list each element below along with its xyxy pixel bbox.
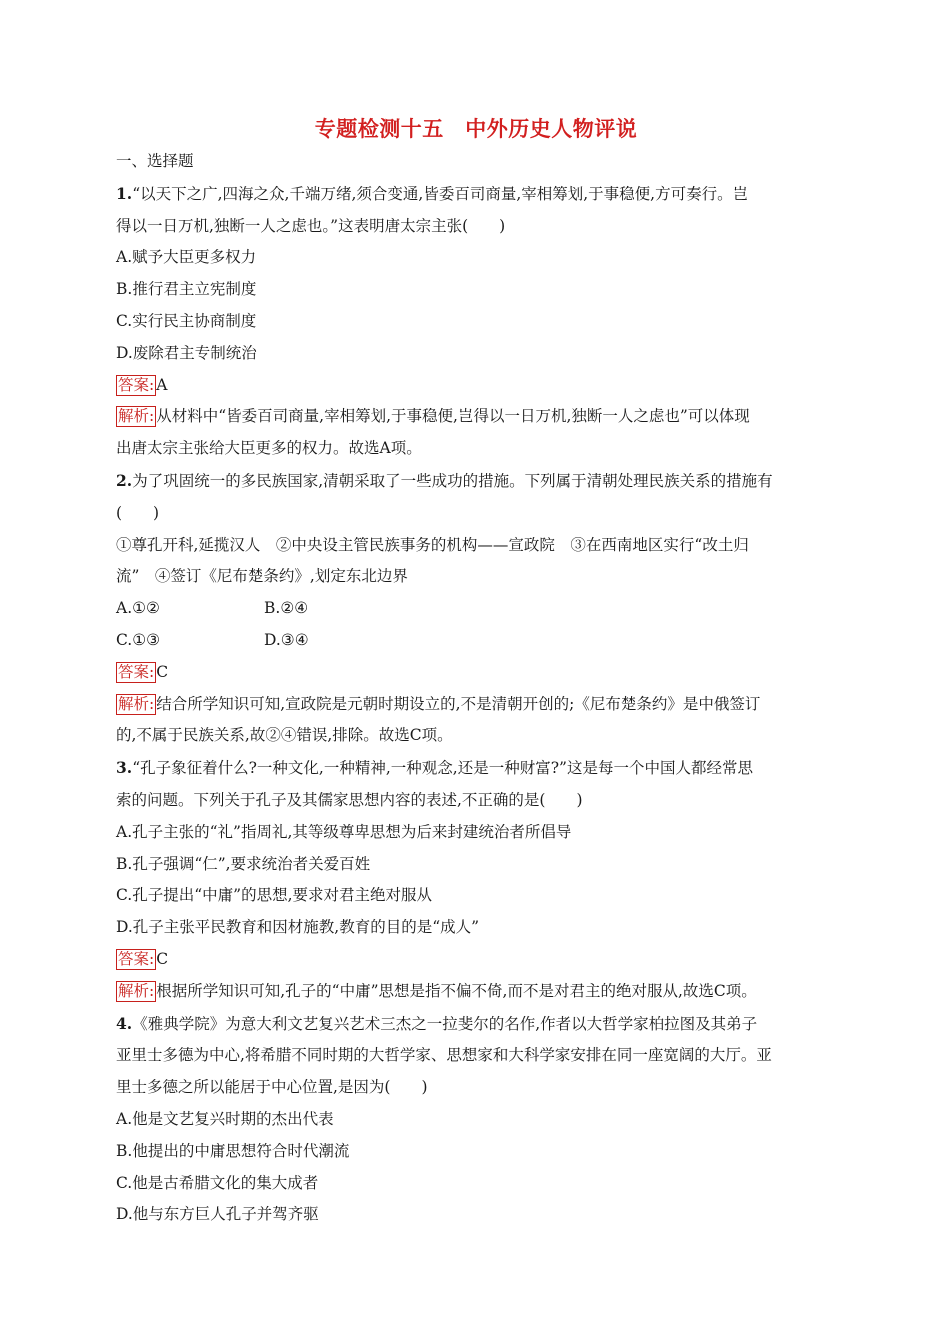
statement-list-line: ①尊孔开科,延揽汉人 ②中央设主管民族事务的机构——宣政院 ③在西南地区实行“改土归 — [116, 535, 749, 554]
option-a: A.他是文艺复兴时期的杰出代表 — [116, 1109, 334, 1128]
question-stem-line: 里士多德之所以能居于中心位置,是因为( ) — [116, 1078, 428, 1097]
option-d: D.废除君主专制统治 — [116, 343, 257, 362]
analysis-tag: 解析: — [118, 981, 155, 1000]
option-a: A.孔子主张的“礼”指周礼,其等级尊卑思想为后来封建统治者所倡导 — [116, 822, 572, 841]
question-3 — [116, 752, 832, 1007]
question-number: 1. — [116, 183, 133, 203]
question-stem-line: 得以一日万机,独断一人之虑也。”这表明唐太宗主张( ) — [116, 216, 506, 235]
options-row — [116, 593, 832, 625]
answer-tag: 答案: — [118, 375, 155, 394]
question-stem-line: 为了巩固统一的多民族国家,清朝采取了一些成功的措施。下列属于清朝处理民族关系的措施有 — [132, 471, 773, 490]
analysis-line — [116, 976, 832, 1008]
question-stem-line: 索的问题。下列关于孔子及其儒家思想内容的表述,不正确的是( ) — [116, 790, 583, 809]
option-c: C.他是古希腊文化的集大成者 — [116, 1173, 319, 1192]
question-stem-line: 《雅典学院》为意大利文艺复兴艺术三杰之一拉斐尔的名作,作者以大哲学家柏拉图及其弟子 — [132, 1014, 758, 1033]
answer-line — [116, 657, 832, 689]
answer-tag: 答案: — [118, 662, 155, 681]
analysis-tag: 解析: — [118, 407, 155, 426]
page-title: 专题检测十五 中外历史人物评说 — [314, 117, 638, 141]
question-stem-line: “以天下之广,四海之众,千端万绪,须合变通,皆委百司商量,宰相筹划,于事稳便,方可奏行。岂 — [132, 184, 749, 203]
section-heading: 一、选择题 — [116, 152, 194, 170]
question-4 — [116, 1008, 832, 1232]
question-number: 2. — [116, 470, 133, 490]
option-d: D.③④ — [264, 630, 309, 649]
option-b: B.推行君主立宪制度 — [116, 280, 257, 299]
answer-line — [116, 944, 832, 976]
question-stem-line: “孔子象征着什么?一种文化,一种精神,一种观念,还是一种财富?”这是每一个中国人都经常思 — [132, 759, 753, 778]
analysis-text: 从材料中“皆委百司商量,宰相筹划,于事稳便,岂得以一日万机,独断一人之虑也”可以体现 — [156, 407, 750, 426]
option-a: A.赋予大臣更多权力 — [116, 248, 257, 267]
answer-value: C — [156, 949, 169, 968]
answer-tag: 答案: — [118, 949, 155, 968]
question-1 — [116, 178, 832, 465]
option-c: C.实行民主协商制度 — [116, 311, 257, 330]
question-stem-line: 亚里士多德为中心,将希腊不同时期的大哲学家、思想家和大科学家安排在同一座宽阔的大厅。亚 — [116, 1046, 772, 1065]
exam-page — [116, 112, 832, 1231]
analysis-tag: 解析: — [118, 694, 155, 713]
analysis-text: 结合所学知识可知,宣政院是元朝时期设立的,不是清朝开创的;《尼布楚条约》是中俄签订 — [156, 694, 761, 713]
answer-value: C — [156, 662, 169, 681]
option-b: B.他提出的中庸思想符合时代潮流 — [116, 1141, 350, 1160]
option-a: A.①② — [116, 599, 160, 618]
option-d: D.孔子主张平民教育和因材施教,教育的目的是“成人” — [116, 918, 480, 937]
analysis-text: 的,不属于民族关系,故②④错误,排除。故选C项。 — [116, 726, 453, 745]
analysis-line — [116, 689, 832, 721]
statement-list-line: 流” ④签订《尼布楚条约》,划定东北边界 — [116, 567, 408, 586]
analysis-text: 根据所学知识可知,孔子的“中庸”思想是指不偏不倚,而不是对君主的绝对服从,故选C项。 — [156, 981, 757, 1000]
option-d: D.他与东方巨人孔子并驾齐驱 — [116, 1205, 319, 1224]
analysis-text: 出唐太宗主张给大臣更多的权力。故选A项。 — [116, 439, 422, 458]
question-stem-line: ( ) — [116, 503, 160, 522]
options-row — [116, 625, 832, 657]
answer-value: A — [156, 375, 168, 394]
question-2 — [116, 465, 832, 752]
answer-line — [116, 370, 832, 402]
option-b: B.孔子强调“仁”,要求统治者关爱百姓 — [116, 854, 371, 873]
analysis-line — [116, 401, 832, 433]
option-b: B.②④ — [264, 599, 309, 618]
option-c: C.孔子提出“中庸”的思想,要求对君主绝对服从 — [116, 886, 433, 905]
option-c: C.①③ — [116, 630, 161, 649]
question-number: 3. — [116, 758, 133, 778]
question-number: 4. — [116, 1013, 133, 1033]
